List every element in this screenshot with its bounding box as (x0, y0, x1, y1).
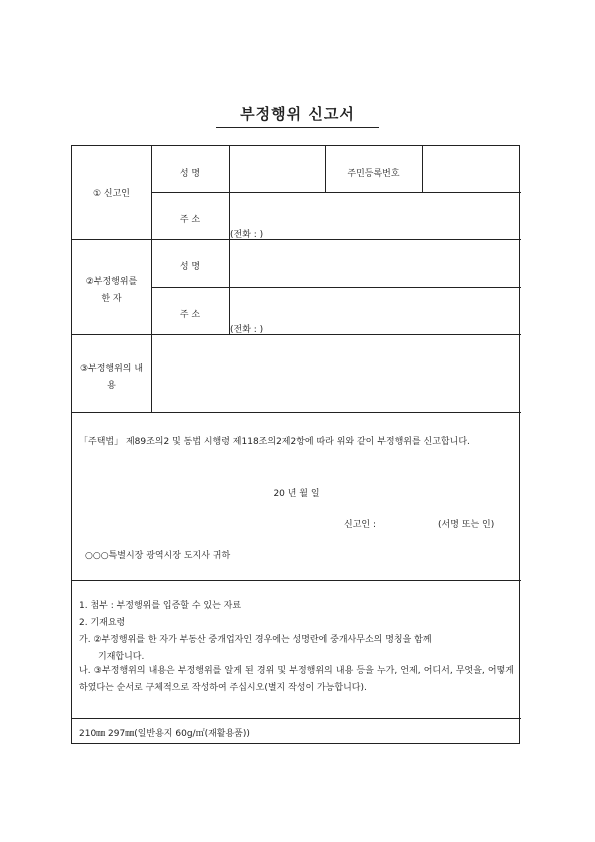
offender-name-label: 성 명 (179, 262, 201, 272)
section-divider (72, 718, 521, 719)
note-instructions: 2. 기재요령 (79, 618, 126, 628)
section-divider (72, 239, 521, 240)
content-section-label-line1: ③부정행위의 내 (79, 364, 144, 374)
reporter-rrn-label: 주민등록번호 (347, 169, 400, 179)
reporter-address-label: 주 소 (179, 215, 201, 225)
offender-phone-label: (전화 : ) (230, 325, 264, 335)
offender-address-field[interactable] (232, 291, 517, 319)
document-title: 부정행위 신고서 (216, 103, 379, 128)
note-attachment: 1. 첨부 : 부정행위를 입증할 수 있는 자료 (79, 601, 242, 611)
recipient: ○○○특별시장 광역시장 도지사 귀하 (85, 551, 231, 561)
report-form (71, 145, 520, 744)
offender-section-label-line2: 한 자 (101, 294, 122, 304)
rrn-divider-right (422, 146, 423, 192)
offender-address-label: 주 소 (179, 310, 201, 320)
content-section-label-line2: 용 (107, 381, 116, 391)
reporter-name-label: 성 명 (179, 169, 201, 179)
section-divider (72, 334, 521, 335)
label-column-divider (151, 146, 152, 412)
reporter-name-field[interactable] (232, 156, 322, 186)
declaration-text: 「주택법」 제89조의2 및 동법 시행령 제118조의2제2항에 따라 위와 같이 부정행위를 신고합니다. (79, 437, 470, 447)
section-divider (72, 412, 521, 413)
content-field[interactable] (155, 340, 517, 408)
declaration-date: 20 년 월 일 (273, 489, 320, 499)
signer-label: 신고인 : (344, 520, 376, 530)
note-item-a-line1: 가. ②부정행위를 한 자가 부동산 중개업자인 경우에는 성명란에 중개사무소의 명칭을 함께 (79, 635, 432, 645)
reporter-rrn-field[interactable] (425, 156, 517, 186)
sign-hint: (서명 또는 인) (438, 520, 495, 530)
note-item-b: 나. ③부정행위의 내용은 부정행위를 알게 된 경위 및 부정행위의 내용 등을 누가, 언제, 어디서, 무엇을, 어떻게 하였다는 순서로 구체적으로 작성하여 주십시오(별지 작성이 가능합니다). (79, 666, 514, 693)
field-column-divider (229, 146, 230, 334)
row-divider (151, 192, 521, 193)
row-divider (151, 287, 521, 288)
note-item-a-line2: 기재합니다. (98, 652, 145, 662)
reporter-section-label: ① 신고인 (92, 189, 130, 199)
form-footer: 210㎜ 297㎜(일반용지 60g/㎡(재활용품)) (79, 729, 250, 739)
section-divider (72, 580, 521, 581)
reporter-address-field[interactable] (232, 196, 517, 224)
offender-section-label-line1: ②부정행위를 (85, 277, 138, 287)
offender-name-field[interactable] (232, 246, 517, 282)
reporter-phone-label: (전화 : ) (230, 230, 264, 240)
